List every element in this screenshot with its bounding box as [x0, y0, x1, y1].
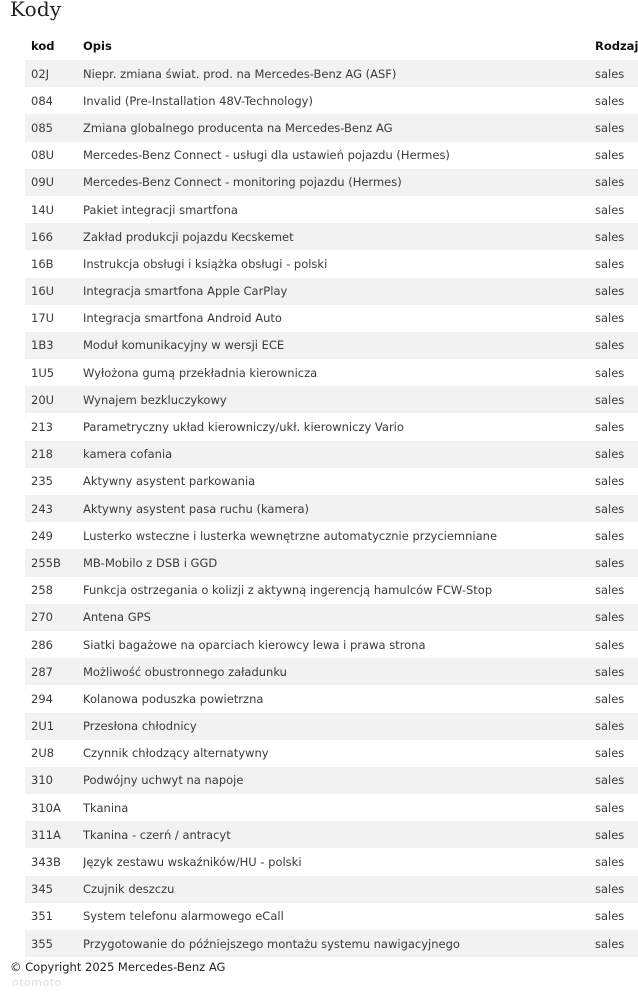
cell-opis: Lusterko wsteczne i lusterka wewnętrzne automatycznie przyciemniane — [83, 528, 498, 543]
cell-opis: Przesłona chłodnicy — [83, 713, 595, 740]
cell-rodzaj: sales — [595, 583, 625, 598]
cell-rodzaj: sales — [595, 169, 638, 196]
table-row — [25, 278, 638, 305]
cell-kod: 287 — [25, 658, 83, 685]
cell-rodzaj: sales — [595, 60, 638, 87]
cell-opis: Antena GPS — [83, 604, 595, 631]
table-row — [25, 658, 638, 685]
cell-kod: 310A — [31, 800, 61, 815]
cell-rodzaj: sales — [595, 495, 638, 522]
cell-kod: 16B — [31, 256, 54, 271]
cell-opis: Siatki bagażowe na oparciach kierowcy lewa i prawa strona — [83, 637, 426, 652]
cell-opis: Niepr. zmiana świat. prod. na Mercedes-Benz AG (ASF) — [83, 60, 595, 87]
cell-rodzaj: sales — [595, 909, 625, 924]
cell-opis: Zakład produkcji pojazdu Kecskemet — [83, 223, 595, 250]
table-row — [25, 794, 638, 821]
cell-kod: 2U1 — [25, 713, 83, 740]
cell-kod: 085 — [25, 114, 83, 141]
cell-rodzaj: sales — [595, 202, 625, 217]
table-row — [25, 60, 638, 87]
cell-rodzaj: sales — [595, 746, 625, 761]
cell-rodzaj: sales — [595, 528, 625, 543]
cell-kod: 270 — [25, 604, 83, 631]
cell-kod: 310 — [25, 767, 83, 794]
cell-rodzaj: sales — [595, 767, 638, 794]
cell-kod: 243 — [25, 495, 83, 522]
cell-opis: MB-Mobilo z DSB i GGD — [83, 549, 595, 576]
cell-kod: 09U — [25, 169, 83, 196]
copyright-text: © Copyright 2025 Mercedes-Benz AG — [10, 960, 226, 974]
cell-rodzaj: sales — [595, 800, 625, 815]
cell-kod: 08U — [31, 148, 55, 163]
table-row — [25, 876, 638, 903]
cell-rodzaj: sales — [595, 474, 625, 489]
cell-opis: kamera cofania — [83, 441, 595, 468]
cell-opis: Możliwość obustronnego załadunku — [83, 658, 595, 685]
cell-opis: Podwójny uchwyt na napoje — [83, 767, 595, 794]
cell-rodzaj: sales — [595, 114, 638, 141]
cell-kod: 17U — [31, 311, 55, 326]
cell-rodzaj: sales — [595, 223, 638, 250]
cell-rodzaj: sales — [595, 420, 625, 435]
cell-opis: Mercedes-Benz Connect - usługi dla ustawień pojazdu (Hermes) — [83, 148, 450, 163]
page-title: Kody — [10, 0, 62, 21]
cell-kod: 255B — [25, 549, 83, 576]
cell-rodzaj: sales — [595, 386, 638, 413]
cell-rodzaj: sales — [595, 311, 625, 326]
cell-kod: 166 — [25, 223, 83, 250]
cell-rodzaj: sales — [595, 278, 638, 305]
cell-opis: Integracja smartfona Apple CarPlay — [83, 278, 595, 305]
column-header-opis: Opis — [83, 39, 112, 53]
cell-kod: 294 — [31, 691, 53, 706]
cell-kod: 14U — [31, 202, 55, 217]
cell-kod: 258 — [31, 583, 53, 598]
cell-rodzaj: sales — [595, 930, 638, 957]
cell-opis: Język zestawu wskaźników/HU - polski — [83, 855, 302, 870]
table-row — [25, 332, 638, 359]
table-row — [25, 250, 638, 277]
cell-opis: Parametryczny układ kierowniczy/ukł. kierowniczy Vario — [83, 420, 404, 435]
watermark-logo: otomoto — [12, 976, 62, 989]
cell-rodzaj: sales — [595, 691, 625, 706]
cell-opis: Aktywny asystent pasa ruchu (kamera) — [83, 495, 595, 522]
table-row — [25, 305, 638, 332]
cell-opis: Wynajem bezkluczykowy — [83, 386, 595, 413]
table-row — [25, 604, 638, 631]
cell-kod: 02J — [25, 60, 83, 87]
cell-opis: Pakiet integracji smartfona — [83, 202, 238, 217]
table-row — [25, 359, 638, 386]
cell-rodzaj: sales — [595, 604, 638, 631]
cell-rodzaj: sales — [595, 855, 625, 870]
cell-opis: Przygotowanie do późniejszego montażu systemu nawigacyjnego — [83, 930, 595, 957]
cell-rodzaj: sales — [595, 876, 638, 903]
cell-rodzaj: sales — [595, 658, 638, 685]
cell-opis: Invalid (Pre-Installation 48V-Technology) — [83, 93, 313, 108]
cell-opis: Wyłożona gumą przekładnia kierownicza — [83, 365, 318, 380]
table-row — [25, 196, 638, 223]
cell-opis: Funkcja ostrzegania o kolizji z aktywną ingerencją hamulców FCW-Stop — [83, 583, 493, 598]
table-row — [25, 223, 638, 250]
cell-rodzaj: sales — [595, 549, 638, 576]
table-row — [25, 386, 638, 413]
cell-kod: 20U — [25, 386, 83, 413]
cell-kod: 2U8 — [31, 746, 55, 761]
cell-kod: 235 — [31, 474, 53, 489]
cell-opis: Czujnik deszczu — [83, 876, 595, 903]
cell-rodzaj: sales — [595, 93, 625, 108]
table-row — [25, 713, 638, 740]
cell-kod: 1U5 — [31, 365, 55, 380]
table-row — [25, 87, 638, 114]
cell-opis: Zmiana globalnego producenta na Mercedes-Benz AG — [83, 114, 595, 141]
cell-rodzaj: sales — [595, 332, 638, 359]
cell-kod: 084 — [31, 93, 53, 108]
table-row — [25, 821, 638, 848]
table-row — [25, 522, 638, 549]
cell-rodzaj: sales — [595, 365, 625, 380]
cell-kod: 1B3 — [25, 332, 83, 359]
cell-opis: Aktywny asystent parkowania — [83, 474, 256, 489]
table-row — [25, 413, 638, 440]
cell-opis: Integracja smartfona Android Auto — [83, 311, 282, 326]
table-row — [25, 169, 638, 196]
table-row — [25, 631, 638, 658]
table-row — [25, 495, 638, 522]
table-row — [25, 903, 638, 930]
cell-kod: 345 — [25, 876, 83, 903]
table-header-row — [25, 32, 638, 60]
cell-opis: Tkanina - czerń / antracyt — [83, 821, 595, 848]
table-row — [25, 549, 638, 576]
cell-kod: 213 — [31, 420, 53, 435]
table-row — [25, 577, 638, 604]
table-row — [25, 848, 638, 875]
cell-rodzaj: sales — [595, 821, 638, 848]
cell-opis: Moduł komunikacyjny w wersji ECE — [83, 332, 595, 359]
cell-rodzaj: sales — [595, 148, 625, 163]
cell-kod: 286 — [31, 637, 53, 652]
cell-opis: Tkanina — [83, 800, 129, 815]
cell-kod: 355 — [25, 930, 83, 957]
table-row — [25, 740, 638, 767]
cell-kod: 343B — [31, 855, 61, 870]
table-row — [25, 685, 638, 712]
cell-rodzaj: sales — [595, 441, 638, 468]
cell-rodzaj: sales — [595, 256, 625, 271]
cell-kod: 249 — [31, 528, 53, 543]
table-body — [25, 60, 638, 957]
cell-opis: Kolanowa poduszka powietrzna — [83, 691, 264, 706]
table-row — [25, 930, 638, 957]
column-header-kod: kod — [31, 39, 55, 53]
cell-kod: 16U — [25, 278, 83, 305]
cell-opis: Instrukcja obsługi i książka obsługi - polski — [83, 256, 328, 271]
table-row — [25, 441, 638, 468]
cell-kod: 218 — [25, 441, 83, 468]
table-row — [25, 767, 638, 794]
table-row — [25, 468, 638, 495]
cell-opis: Mercedes-Benz Connect - monitoring pojazdu (Hermes) — [83, 169, 595, 196]
cell-kod: 351 — [31, 909, 53, 924]
cell-rodzaj: sales — [595, 713, 638, 740]
table-row — [25, 114, 638, 141]
cell-rodzaj: sales — [595, 637, 625, 652]
cell-kod: 311A — [25, 821, 83, 848]
column-header-rodzaj: Rodzaj — [595, 39, 638, 53]
codes-table — [25, 32, 638, 957]
cell-opis: Czynnik chłodzący alternatywny — [83, 746, 269, 761]
table-row — [25, 142, 638, 169]
cell-opis: System telefonu alarmowego eCall — [83, 909, 284, 924]
